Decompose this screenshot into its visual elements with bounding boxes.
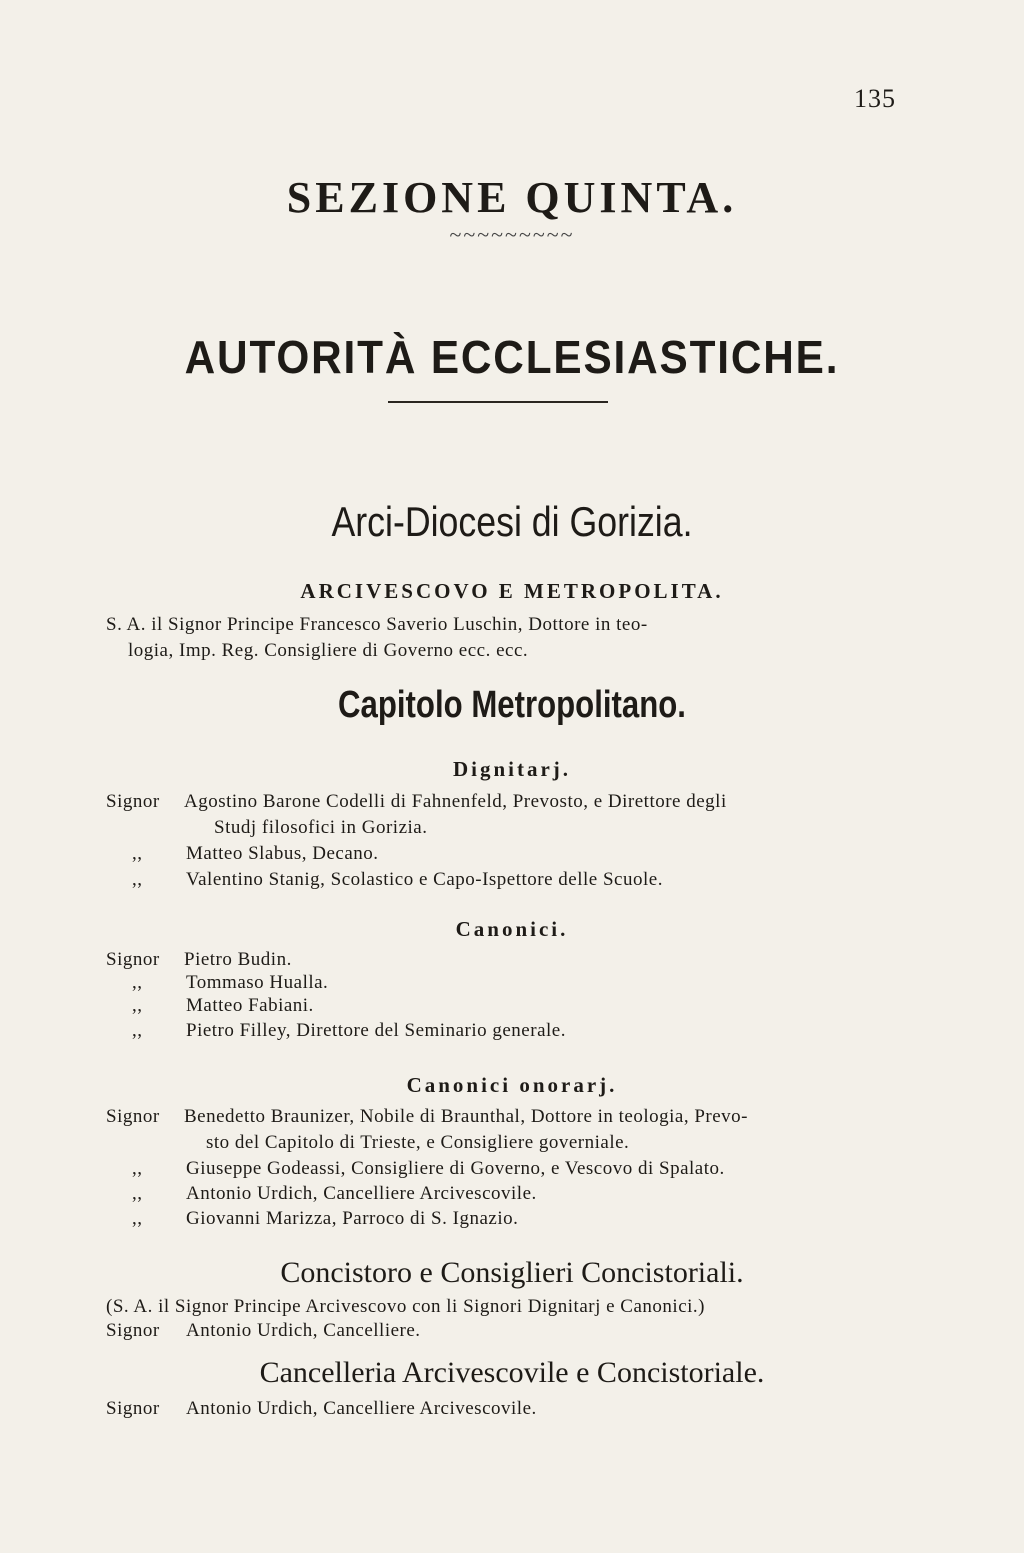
arcivescovo-heading: ARCIVESCOVO E METROPOLITA.: [300, 579, 724, 603]
ditto-mark: ,,: [132, 869, 143, 890]
page-number: 135: [854, 84, 896, 113]
dignitarj-line-4: Valentino Stanig, Scolastico e Capo-Ispettore delle Scuole.: [186, 869, 663, 890]
ditto-mark: ,,: [132, 1020, 143, 1041]
canonici-onorarj-line-1: Benedetto Braunizer, Nobile di Braunthal, Dottore in teologia, Prevo-: [184, 1106, 749, 1127]
canonici-line-1: Pietro Budin.: [184, 949, 292, 970]
dignitarj-line-2: Studj filosofici in Gorizia.: [214, 817, 428, 838]
concistoro-line-1: (S. A. il Signor Principe Arcivescovo con li Signori Dignitarj e Canonici.): [106, 1296, 705, 1317]
main-title: AUTORITÀ ECCLESIASTICHE.: [184, 331, 840, 383]
dignitarj-line-1: Agostino Barone Codelli di Fahnenfeld, Prevosto, e Direttore degli: [184, 791, 727, 812]
concistoro-label: Signor: [106, 1320, 160, 1341]
concistoro-line-2: Antonio Urdich, Cancelliere.: [186, 1320, 421, 1341]
cancelleria-line: Antonio Urdich, Cancelliere Arcivescovile.: [186, 1398, 537, 1419]
dignitarj-label: Signor: [106, 791, 160, 812]
ditto-mark: ,,: [132, 1158, 143, 1179]
canonici-line-2: Tommaso Hualla.: [186, 972, 329, 993]
concistoro-heading: Concistoro e Consiglieri Concistoriali.: [280, 1256, 744, 1289]
canonici-onorarj-line-4: Antonio Urdich, Cancelliere Arcivescovile.: [186, 1183, 537, 1204]
canonici-heading: Canonici.: [455, 917, 569, 941]
ditto-mark: ,,: [132, 995, 143, 1016]
ditto-mark: ,,: [132, 843, 143, 864]
canonici-onorarj-line-3: Giuseppe Godeassi, Consigliere di Governo, e Vescovo di Spalato.: [186, 1158, 725, 1179]
arcivescovo-line-1: S. A. il Signor Principe Francesco Saverio Luschin, Dottore in teo-: [106, 614, 648, 635]
canonici-line-3: Matteo Fabiani.: [186, 995, 314, 1016]
ornament-divider: ~~~~~~~~~: [449, 222, 575, 247]
ditto-mark: ,,: [132, 972, 143, 993]
cancelleria-heading: Cancelleria Arcivescovile e Concistoriale.: [259, 1356, 765, 1389]
cancelleria-label: Signor: [106, 1398, 160, 1419]
canonici-label: Signor: [106, 949, 160, 970]
canonici-onorarj-line-5: Giovanni Marizza, Parroco di S. Ignazio.: [186, 1208, 519, 1229]
title-rule: [388, 401, 608, 403]
diocese-title: Arci-Diocesi di Gorizia.: [331, 498, 693, 545]
canonici-onorarj-label: Signor: [106, 1106, 160, 1127]
canonici-line-4: Pietro Filley, Direttore del Seminario generale.: [186, 1020, 566, 1041]
canonici-onorarj-heading: Canonici onorarj.: [406, 1073, 618, 1097]
ditto-mark: ,,: [132, 1183, 143, 1204]
capitolo-title: Capitolo Metropolitano.: [338, 684, 686, 726]
arcivescovo-line-2: logia, Imp. Reg. Consigliere di Governo ecc. ecc.: [128, 640, 529, 661]
section-title: SEZIONE QUINTA.: [286, 173, 738, 222]
canonici-onorarj-line-2: sto del Capitolo di Trieste, e Consigliere governiale.: [206, 1132, 630, 1153]
dignitarj-heading: Dignitarj.: [452, 757, 572, 781]
dignitarj-line-3: Matteo Slabus, Decano.: [186, 843, 379, 864]
ditto-mark: ,,: [132, 1208, 143, 1229]
